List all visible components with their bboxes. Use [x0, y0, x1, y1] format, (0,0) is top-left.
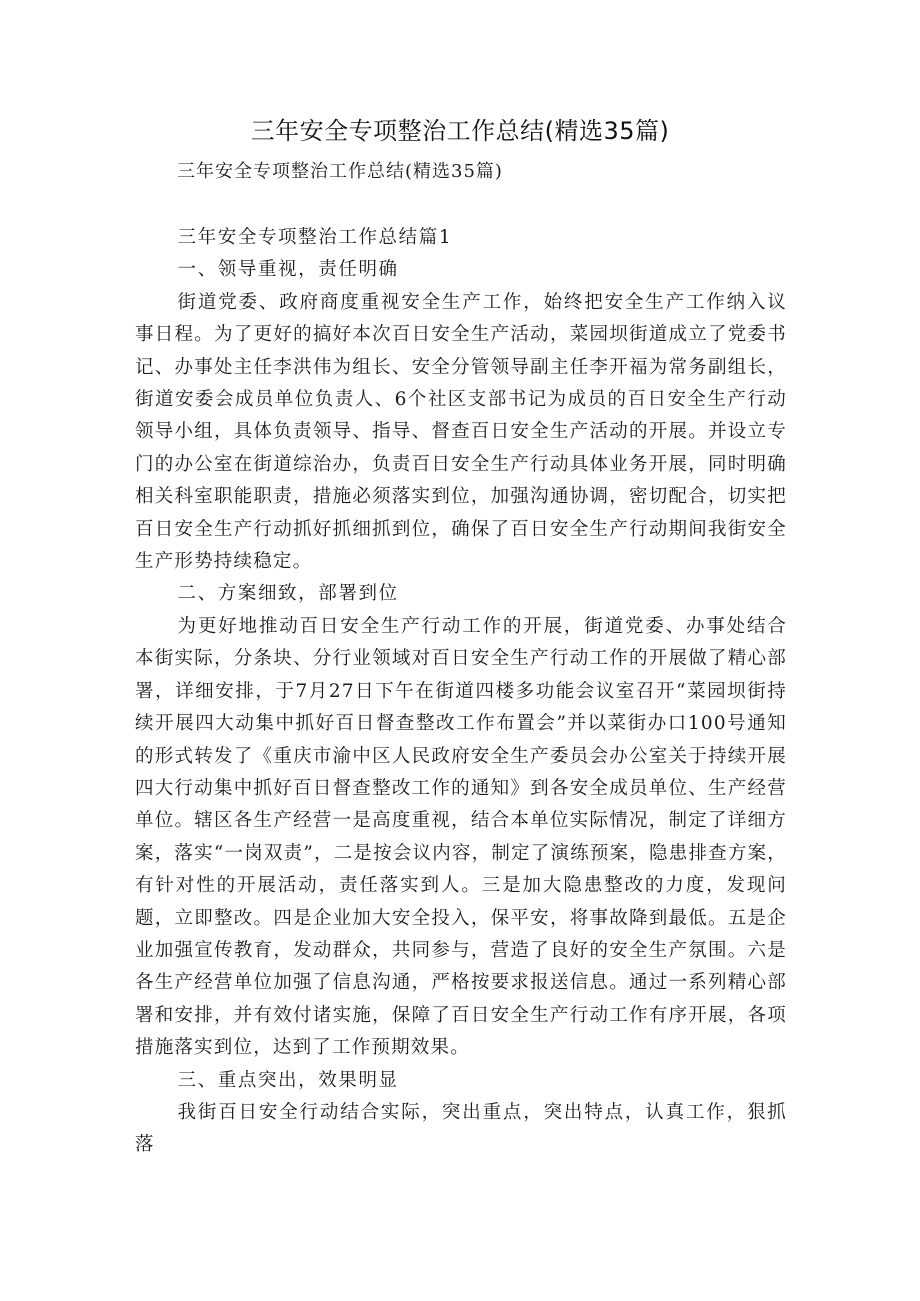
heading-leadership: 一、领导重视，责任明确	[177, 259, 399, 281]
heading-focus: 三、重点突出，效果明显	[177, 1069, 399, 1091]
document-body	[135, 222, 787, 1162]
section-title: 三年安全专项整治工作总结篇1	[177, 227, 453, 248]
heading-plan: 二、方案细致，部署到位	[177, 583, 399, 605]
document-title: 三年安全专项整治工作总结(精选35篇)	[250, 117, 670, 145]
document-subtitle: 三年安全专项整治工作总结(精选35篇)	[177, 161, 503, 182]
paragraph-leadership: 街道党委、政府商度重视安全生产工作，始终把安全生产工作纳入议事日程。为了更好的搞好本次百日安全生产活动，菜园坝街道成立了党委书记、办事处主任李洪伟为组长、安全分管领导副主任李开福为常务副组长，街道安委会成员单位负责人、6个社区支部书记为成员的百日安全生产行动领导小组，具体负责领导、指导、督查百日安全生产活动的开展。并设立专门的办公室在街道综治办，负责百日安全生产行动具体业务开展，同时明确相关科室职能职责，措施必须落实到位，加强沟通协调，密切配合，切实把百日安全生产行动抓好抓细抓到位，确保了百日安全生产行动期间我街安全生产形势持续稳定。	[135, 291, 787, 573]
paragraph-focus: 我街百日安全行动结合实际，突出重点，突出特点，认真工作，狠抓落	[135, 1101, 787, 1156]
paragraph-plan: 为更好地推动百日安全生产行动工作的开展，街道党委、办事处结合本街实际，分条块、分行业领域对百日安全生产行动工作的开展做了精心部署，详细安排，于7月27日下午在街道四楼多功能会议室召开“菜园坝街持续开展四大动集中抓好百日督查整改工作布置会”并以菜街办口100号通知的形式转发了《重庆市渝中区人民政府安全生产委员会办公室关于持续开展四大行动集中抓好百日督查整改工作的通知》到各安全成员单位、生产经营单位。辖区各生产经营一是高度重视，结合本单位实际情况，制定了详细方案，落实“一岗双责”，二是按会议内容，制定了演练预案，隐患排查方案，有针对性的开展活动，责任落实到人。三是加大隐患整改的力度，发现问题，立即整改。四是企业加大安全投入，保平安，将事故降到最低。五是企业加强宣传教育，发动群众，共同参与，营造了良好的安全生产氛围。六是各生产经营单位加强了信息沟通，严格按要求报送信息。通过一系列精心部署和安排，并有效付诸实施，保障了百日安全生产行动工作有序开展，各项措施落实到位，达到了工作预期效果。	[135, 615, 787, 1059]
